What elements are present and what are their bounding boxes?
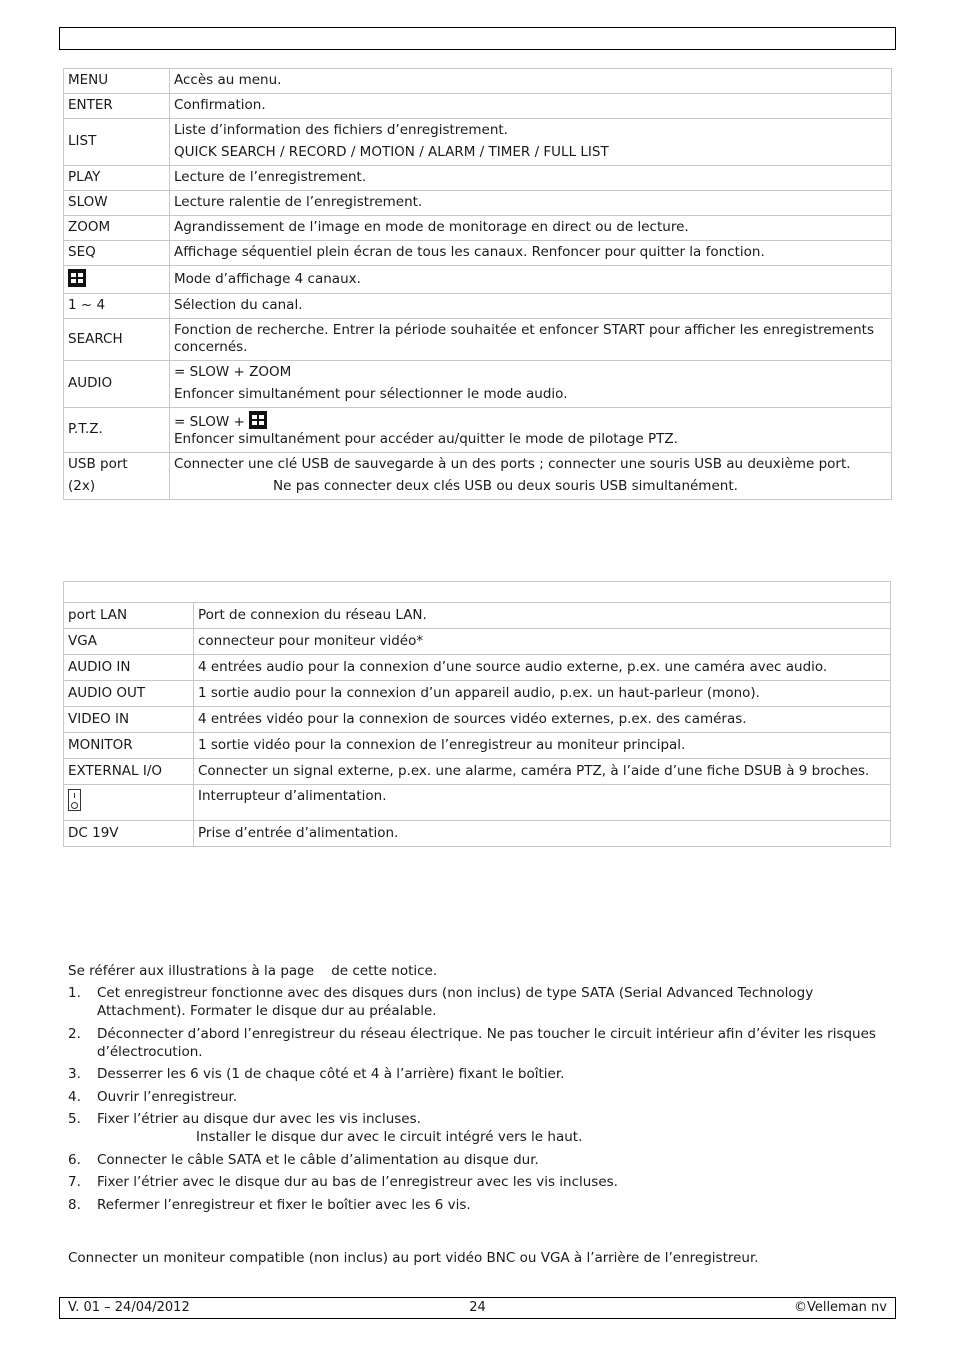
table-row [64, 119, 892, 166]
footer-page-number: 24 [469, 1300, 486, 1315]
description-line: Enfoncer simultanément pour accéder au/quitter le mode de pilotage PTZ. [174, 431, 678, 447]
list-item: 5. Fixer l’étrier au disque dur avec les vis incluses. Installer le disque dur avec le circuit intégré vers le haut. [68, 1110, 888, 1146]
quad-view-icon [249, 411, 267, 429]
table-row [64, 629, 891, 655]
key-cell: AUDIO [64, 361, 170, 408]
table-heading-row [64, 582, 891, 603]
description-cell: Interrupteur d’alimentation. [194, 785, 891, 821]
table-row [64, 733, 891, 759]
key-cell: MONITOR [64, 733, 194, 759]
key-cell: AUDIO OUT [64, 681, 194, 707]
list-item: 2. Déconnecter d’abord l’enregistreur du réseau électrique. Ne pas toucher le circuit intérieur afin d’éviter les risques d’électrocution. [68, 1025, 876, 1060]
key-cell: P.T.Z. [64, 408, 170, 453]
table-row [64, 681, 891, 707]
key-cell [64, 453, 170, 500]
description-cell: 4 entrées vidéo pour la connexion de sources vidéo externes, p.ex. des caméras. [194, 707, 891, 733]
table-row [64, 655, 891, 681]
key-line: USB port [68, 456, 128, 472]
description-line: = SLOW + ZOOM [174, 364, 292, 380]
description-cell: Affichage séquentiel plein écran de tous les canaux. Renfoncer pour quitter la fonction. [170, 241, 892, 266]
table-row [64, 707, 891, 733]
page-footer [59, 1297, 896, 1319]
intro-paragraph: Se référer aux illustrations à la page de cette notice. [68, 963, 438, 979]
description-line: Liste d’information des fichiers d’enregistrement. [174, 122, 508, 138]
description-cell: Lecture ralentie de l’enregistrement. [170, 191, 892, 216]
table-row [64, 166, 892, 191]
description-cell: connecteur pour moniteur vidéo* [194, 629, 891, 655]
table-row [64, 319, 892, 361]
key-cell: PLAY [64, 166, 170, 191]
key-cell: ENTER [64, 94, 170, 119]
quad-view-icon [68, 269, 86, 287]
formula-text: = SLOW + [174, 414, 250, 430]
description-line: Connecter une clé USB de sauvegarde à un des ports ; connecter une souris USB au deuxième port. [174, 456, 851, 472]
key-cell: SEQ [64, 241, 170, 266]
table-row [64, 294, 892, 319]
list-item: 1. Cet enregistreur fonctionne avec des disques durs (non inclus) de type SATA (Serial Advanced Technology Attachment). Formater le disque dur au préalable. [68, 985, 814, 1019]
key-cell: SLOW [64, 191, 170, 216]
key-cell: ZOOM [64, 216, 170, 241]
key-cell: SEARCH [64, 319, 170, 361]
table-row [64, 69, 892, 94]
table-row [64, 603, 891, 629]
description-cell: Lecture de l’enregistrement. [170, 166, 892, 191]
description-line: Enfoncer simultanément pour sélectionner le mode audio. [174, 386, 568, 402]
key-cell [64, 785, 194, 821]
description-cell: Mode d’affichage 4 canaux. [170, 266, 892, 294]
list-item: 6. Connecter le câble SATA et le câble d’alimentation au disque dur. [68, 1151, 539, 1168]
power-switch-icon [68, 789, 81, 811]
table-heading-cell [64, 582, 891, 603]
key-cell: 1 ~ 4 [64, 294, 170, 319]
footer-copyright: ©Velleman nv [793, 1300, 887, 1315]
table-row [64, 266, 892, 294]
page-header-box [59, 27, 896, 50]
list-item: 7. Fixer l’étrier avec le disque dur au bas de l’enregistreur avec les vis incluses. [68, 1174, 618, 1190]
description-cell: 4 entrées audio pour la connexion d’une source audio externe, p.ex. une caméra avec audio. [194, 655, 891, 681]
description-cell: Accès au menu. [170, 69, 892, 94]
list-item: 4. Ouvrir l’enregistreur. [68, 1088, 238, 1105]
description-line [174, 411, 887, 431]
key-cell: AUDIO IN [64, 655, 194, 681]
footer-version: V. 01 – 24/04/2012 [68, 1300, 190, 1315]
key-cell: VIDEO IN [64, 707, 194, 733]
description-cell: Agrandissement de l’image en mode de monitorage en direct ou de lecture. [170, 216, 892, 241]
table-row [64, 821, 891, 847]
table-row [64, 241, 892, 266]
front-panel-table [63, 68, 892, 500]
key-cell: port LAN [64, 603, 194, 629]
description-cell: Fonction de recherche. Entrer la période souhaitée et enfoncer START pour afficher les enregistrements concernés. [170, 319, 892, 361]
list-item: 8. Refermer l’enregistreur et fixer le boîtier avec les 6 vis. [68, 1196, 471, 1213]
rear-panel-table [63, 581, 891, 847]
description-cell: Confirmation. [170, 94, 892, 119]
description-cell: Prise d’entrée d’alimentation. [194, 821, 891, 847]
description-line: QUICK SEARCH / RECORD / MOTION / ALARM / TIMER / FULL LIST [174, 144, 609, 160]
table-row [64, 408, 892, 453]
description-cell: Port de connexion du réseau LAN. [194, 603, 891, 629]
key-cell: EXTERNAL I/O [64, 759, 194, 785]
description-cell [170, 119, 892, 166]
table-row [64, 453, 892, 500]
table-row [64, 191, 892, 216]
key-line: (2x) [68, 478, 96, 494]
key-cell: VGA [64, 629, 194, 655]
description-cell: Connecter un signal externe, p.ex. une alarme, caméra PTZ, à l’aide d’une fiche DSUB à 9 broches. [194, 759, 891, 785]
key-cell: LIST [64, 119, 170, 166]
description-cell [170, 361, 892, 408]
key-cell: MENU [64, 69, 170, 94]
table-row [64, 785, 891, 821]
monitor-paragraph: Connecter un moniteur compatible (non inclus) au port vidéo BNC ou VGA à l’arrière de l’enregistreur. [68, 1250, 759, 1266]
table-row [64, 94, 892, 119]
installation-steps-list [68, 984, 888, 1218]
note-line: Ne pas connecter deux clés USB ou deux souris USB simultanément. [273, 478, 738, 494]
table-row [64, 216, 892, 241]
key-cell: DC 19V [64, 821, 194, 847]
description-cell: 1 sortie audio pour la connexion d’un appareil audio, p.ex. un haut-parleur (mono). [194, 681, 891, 707]
table-row [64, 361, 892, 408]
description-cell [170, 408, 892, 453]
note-line: Installer le disque dur avec le circuit intégré vers le haut. [196, 1129, 583, 1145]
description-cell: 1 sortie vidéo pour la connexion de l’enregistreur au moniteur principal. [194, 733, 891, 759]
description-cell [170, 453, 892, 500]
list-item: 3. Desserrer les 6 vis (1 de chaque côté et 4 à l’arrière) fixant le boîtier. [68, 1066, 565, 1082]
table-row [64, 759, 891, 785]
description-cell: Sélection du canal. [170, 294, 892, 319]
key-cell [64, 266, 170, 294]
